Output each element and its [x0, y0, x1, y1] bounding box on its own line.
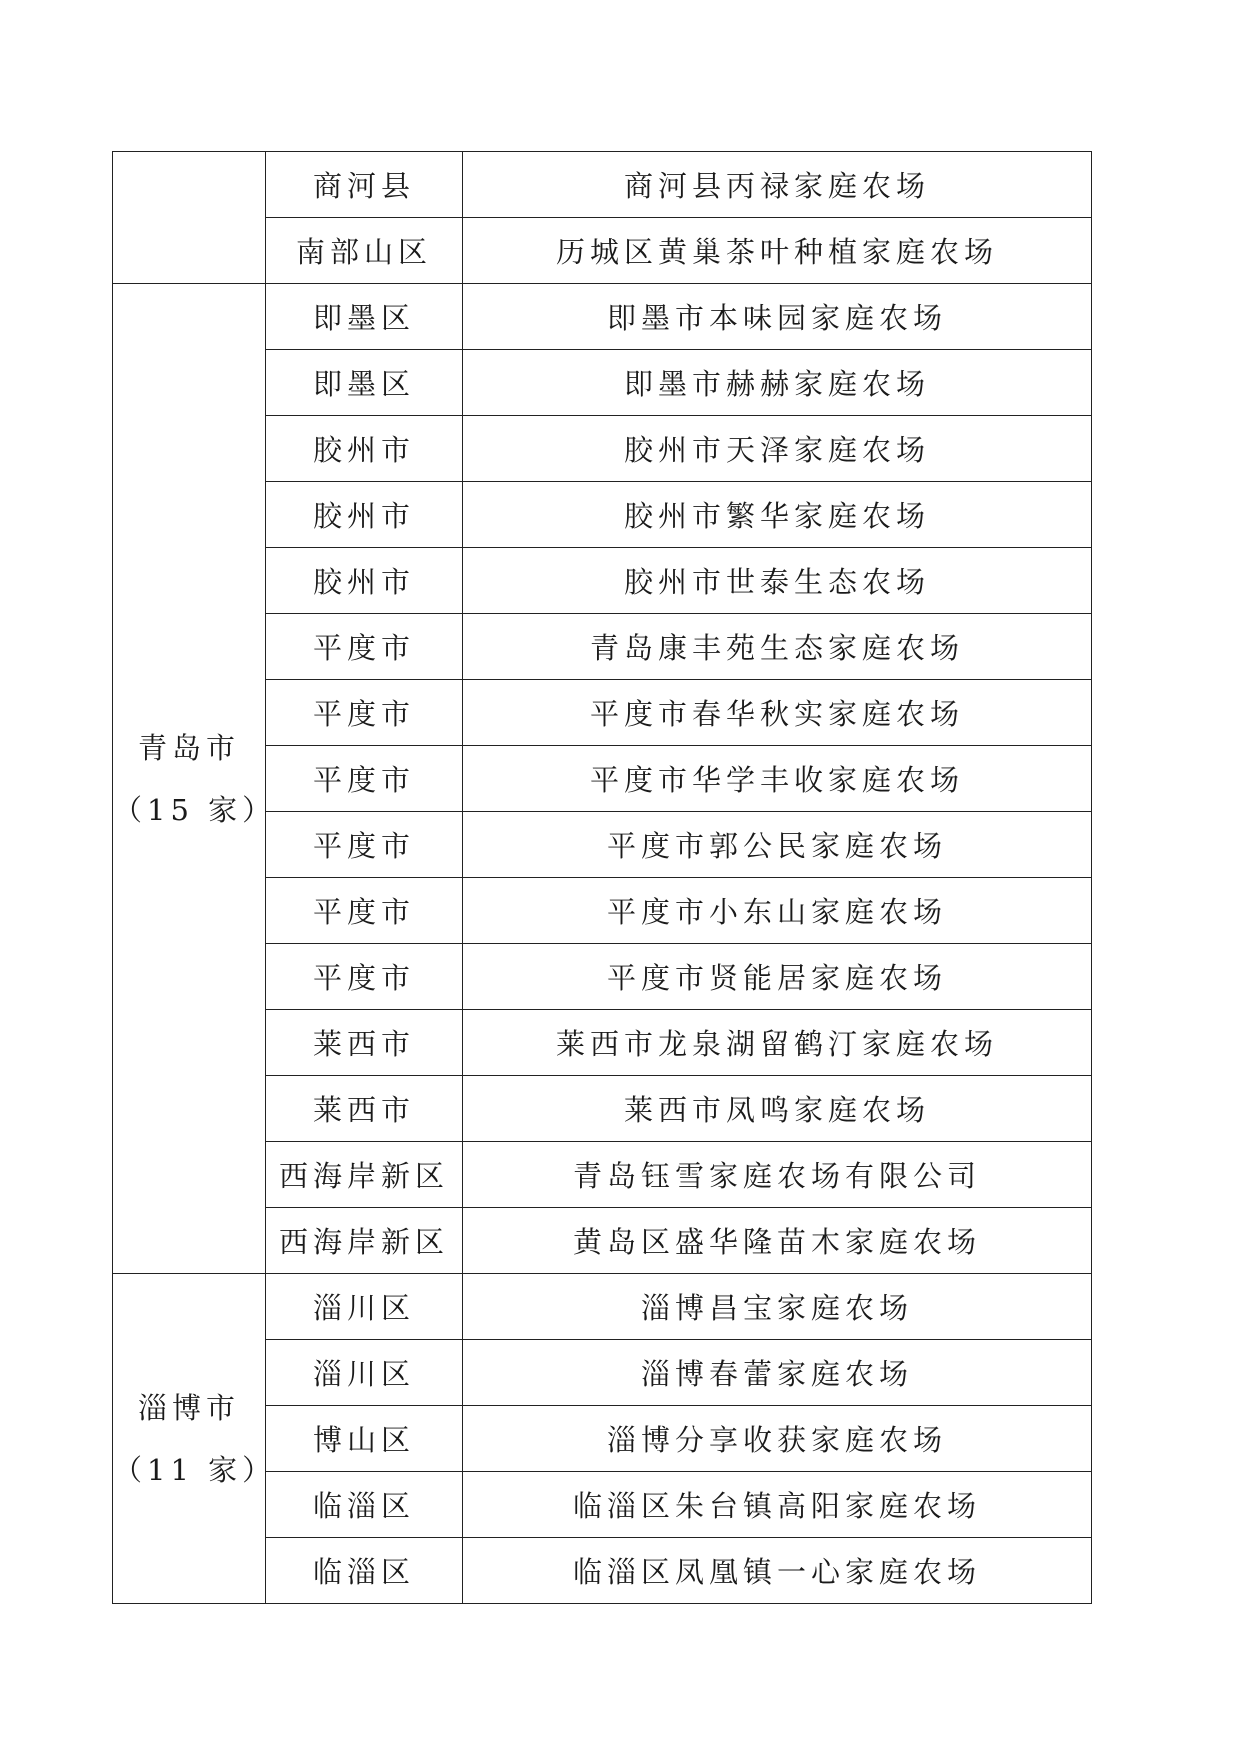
district-cell: 即墨区 [266, 284, 463, 350]
farm-name-cell: 黄岛区盛华隆苗木家庭农场 [463, 1208, 1092, 1274]
table-row [113, 284, 1092, 350]
farm-name-cell: 胶州市繁华家庭农场 [463, 482, 1092, 548]
table-row [113, 152, 1092, 218]
district-cell: 临淄区 [266, 1538, 463, 1604]
district-cell: 平度市 [266, 812, 463, 878]
district-cell: 胶州市 [266, 482, 463, 548]
farm-name-cell: 胶州市世泰生态农场 [463, 548, 1092, 614]
district-cell: 胶州市 [266, 416, 463, 482]
district-cell: 莱西市 [266, 1010, 463, 1076]
farm-name-cell: 淄博春蕾家庭农场 [463, 1340, 1092, 1406]
farm-name-cell: 淄博分享收获家庭农场 [463, 1406, 1092, 1472]
district-cell: 胶州市 [266, 548, 463, 614]
district-cell: 淄川区 [266, 1274, 463, 1340]
district-cell: 南部山区 [266, 218, 463, 284]
district-cell: 淄川区 [266, 1340, 463, 1406]
farm-name-cell: 莱西市龙泉湖留鹤汀家庭农场 [463, 1010, 1092, 1076]
farm-list-table [112, 151, 1092, 1604]
district-cell: 西海岸新区 [266, 1142, 463, 1208]
district-cell: 平度市 [266, 746, 463, 812]
district-cell: 商河县 [266, 152, 463, 218]
city-name: 淄博市 [137, 1390, 240, 1425]
farm-name-cell: 青岛康丰苑生态家庭农场 [463, 614, 1092, 680]
city-cell [113, 1274, 277, 1604]
city-name: 青岛市 [137, 730, 240, 765]
table-row [113, 1274, 1092, 1340]
city-farm-count: （11 家） [113, 1452, 277, 1487]
district-cell: 平度市 [266, 944, 463, 1010]
farm-name-cell: 商河县丙禄家庭农场 [463, 152, 1092, 218]
district-cell: 平度市 [266, 680, 463, 746]
district-cell: 西海岸新区 [266, 1208, 463, 1274]
farm-name-cell: 胶州市天泽家庭农场 [463, 416, 1092, 482]
farm-name-cell: 临淄区朱台镇高阳家庭农场 [463, 1472, 1092, 1538]
farm-name-cell: 平度市贤能居家庭农场 [463, 944, 1092, 1010]
farm-name-cell: 平度市华学丰收家庭农场 [463, 746, 1092, 812]
farm-name-cell: 平度市春华秋实家庭农场 [463, 680, 1092, 746]
district-cell: 临淄区 [266, 1472, 463, 1538]
city-cell [113, 152, 266, 284]
farm-name-cell: 平度市小东山家庭农场 [463, 878, 1092, 944]
district-cell: 博山区 [266, 1406, 463, 1472]
city-farm-count: （15 家） [113, 792, 277, 827]
district-cell: 即墨区 [266, 350, 463, 416]
farm-name-cell: 历城区黄巢茶叶种植家庭农场 [463, 218, 1092, 284]
farm-name-cell: 淄博昌宝家庭农场 [463, 1274, 1092, 1340]
city-cell [113, 284, 277, 1274]
farm-name-cell: 莱西市凤鸣家庭农场 [463, 1076, 1092, 1142]
district-cell: 平度市 [266, 614, 463, 680]
district-cell: 平度市 [266, 878, 463, 944]
farm-name-cell: 平度市郭公民家庭农场 [463, 812, 1092, 878]
farm-name-cell: 青岛钰雪家庭农场有限公司 [463, 1142, 1092, 1208]
farm-list-body [113, 152, 1092, 1604]
district-cell: 莱西市 [266, 1076, 463, 1142]
farm-name-cell: 即墨市本味园家庭农场 [463, 284, 1092, 350]
farm-name-cell: 临淄区凤凰镇一心家庭农场 [463, 1538, 1092, 1604]
farm-name-cell: 即墨市赫赫家庭农场 [463, 350, 1092, 416]
